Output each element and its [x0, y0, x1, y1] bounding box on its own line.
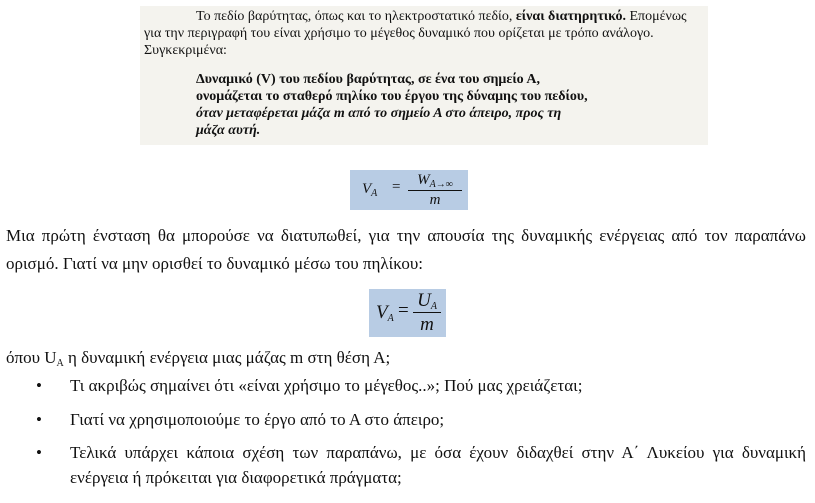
formula-lhs: $V_A$ — [362, 181, 378, 199]
equals-sign: = — [392, 179, 401, 195]
intro-text: Το πεδίο βαρύτητας, όπως και το ηλεκτροστατικό πεδίο, — [196, 9, 516, 24]
objection-paragraph: Μια πρώτη ένσταση θα μπορούσε να διατυπωθεί, για την απουσία της δυναμικής ενέργειας από τον παραπάνω ορισμό. Γιατί να μην ορισθεί το δυναμικό μέσω του πηλίκου: — [6, 226, 806, 273]
definition-line: Δυναμικό (V) του πεδίου βαρύτητας, σε ένα του σημείο Α, — [196, 72, 540, 87]
energy-note: όπου $U_A$ η δυναμική ενέργεια μιας μάζας m στη θέση Α; — [6, 348, 391, 369]
definition-line: ονομάζεται το σταθερό πηλίκο του έργου της δύναμης του πεδίου, — [196, 89, 588, 104]
list-item: • Τελικά υπάρχει κάποια σχέση των παραπάνω, με όσα έχουν διδαχθεί στην Α΄ Λυκείου για δυναμική ενέργεια ή πρόκειται για διαφορετικά πράγματα; — [36, 440, 806, 490]
definition-line: όταν μεταφέρεται μάζα m από το σημείο Α στο άπειρο, προς τη — [196, 106, 562, 121]
excerpt-intro — [144, 8, 704, 59]
formula-denominator: m — [429, 192, 441, 208]
formula-numerator: $U_A$ — [413, 290, 441, 313]
equals-sign: = — [398, 300, 409, 321]
potential-formula-energy — [369, 289, 446, 337]
intro-rest-text: Επομένως για την περιγραφή του είναι χρήσιμο το μέγεθος δυναμικό που ορίζεται με τρόπο ανάλογο. Συγκεκριμένα: — [144, 9, 687, 58]
intro-bold-text: είναι διατηρητικό. — [515, 9, 626, 24]
potential-definition — [196, 71, 704, 139]
formula-lhs: $V_A$ — [376, 302, 394, 324]
list-item: • Τι ακριβώς σημαίνει ότι «είναι χρήσιμο το μέγεθος..»; Πού μας χρειάζεται; — [36, 372, 806, 399]
potential-formula-work — [350, 170, 468, 210]
formula-numerator: $W_{A\to\infty}$ — [408, 172, 462, 191]
list-item: • Γιατί να χρησιμοποιούμε το έργο από το Α στο άπειρο; — [36, 406, 806, 433]
quoted-excerpt — [140, 6, 708, 145]
formula-denominator: m — [420, 314, 434, 335]
definition-line: μάζα αυτή. — [196, 123, 261, 138]
questions-list — [36, 372, 806, 497]
